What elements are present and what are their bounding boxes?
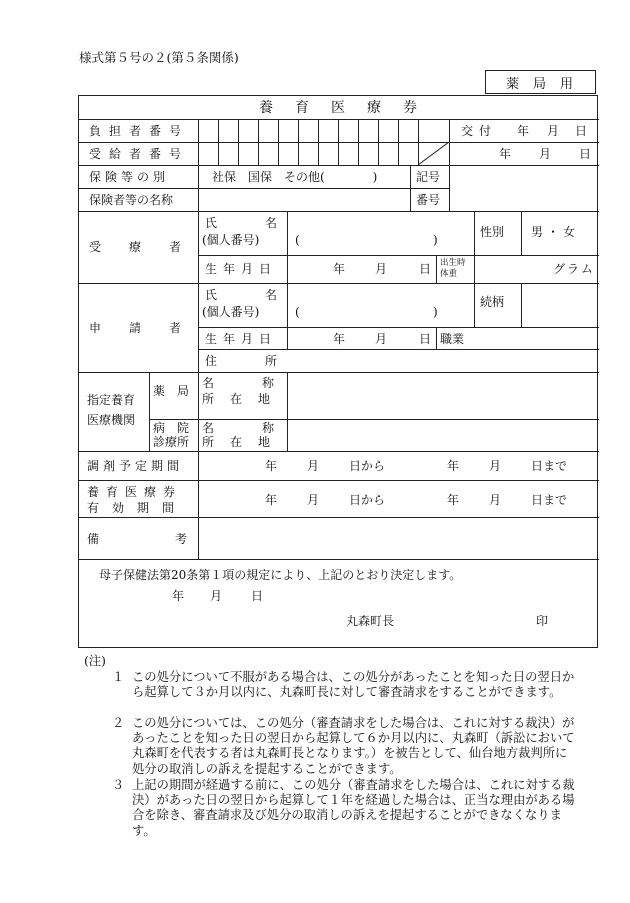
symbol-label: 記号	[416, 170, 441, 184]
dispensing-period-label: 調剤予定期間	[87, 459, 184, 473]
applicant-id-close: )	[433, 305, 438, 319]
recipient-month: 月	[539, 147, 552, 161]
institution-label-1: 指定養育	[87, 393, 136, 407]
note-number: ３	[112, 778, 125, 792]
validity-label-2: 有効期間	[87, 501, 188, 515]
validity-from-month: 月	[307, 493, 320, 507]
institution-label-2: 医療機関	[87, 413, 136, 427]
patient-label: 受療者	[89, 240, 210, 254]
number-label: 番号	[416, 193, 441, 207]
burden-number-label: 負担者番号	[89, 124, 190, 138]
patient-name-label: 氏名	[205, 216, 326, 230]
decision-month: 月	[210, 589, 223, 603]
pharmacy-name-label: 名称	[202, 376, 323, 390]
validity-from-year: 年	[265, 493, 278, 507]
address-label: 住所	[205, 354, 326, 368]
gram-label: グラム	[553, 262, 595, 276]
applicant-id-label: (個人番号)	[202, 305, 260, 319]
job-label: 職業	[440, 332, 465, 346]
validity-until-month: 月	[489, 493, 502, 507]
seal-label: 印	[536, 614, 549, 628]
recipient-day: 日	[579, 147, 592, 161]
validity-label-1: 養育医療券	[87, 485, 183, 499]
medical-voucher-form	[78, 95, 598, 648]
applicant-dob-year: 年	[333, 332, 346, 346]
mayor-label: 丸森町長	[346, 614, 395, 628]
patient-dob-label: 生年月日	[205, 262, 278, 276]
patient-id-label: (個人番号)	[202, 233, 260, 247]
note-text: この処分については、この処分（審査請求をした場合は、これに対する裁決）があったことを知った日の翌日から起算して６か月以内に、丸森町（訴訟において丸森町を代表する者は丸森町長となります。）を被告として、仙台地方裁判所に処分の取消しの訴えを提起することができます。	[132, 716, 575, 776]
applicant-dob-day: 日	[419, 332, 432, 346]
dispensing-until-month: 月	[489, 459, 502, 473]
birth-weight-label-1: 出生時	[440, 258, 466, 268]
dispensing-until-year: 年	[447, 459, 460, 473]
dispensing-until: 日まで	[531, 459, 568, 473]
hospital-name-label: 名称	[202, 421, 323, 435]
patient-dob-month: 月	[375, 262, 388, 276]
pharmacy-use-box: 薬局用	[485, 70, 596, 94]
form-number: 様式第５号の２(第５条関係)	[79, 50, 239, 65]
diagonal-line	[418, 142, 449, 165]
insurance-type-options: 社保 国保 その他( )	[212, 170, 378, 184]
dispensing-from: 日から	[349, 459, 386, 473]
sex-label: 性別	[480, 225, 505, 239]
patient-dob-day: 日	[419, 262, 432, 276]
dispensing-from-year: 年	[265, 459, 278, 473]
validity-from: 日から	[349, 493, 386, 507]
applicant-id-open: (	[295, 305, 300, 319]
issue-year: 年	[517, 124, 530, 138]
remarks-label: 備考	[87, 532, 264, 546]
decision-day: 日	[251, 589, 264, 603]
issue-day: 日	[575, 124, 588, 138]
note-number: ２	[112, 716, 125, 730]
note-text: 上記の期間が経過する前に、この処分（審査請求をした場合は、これに対する裁決）があった日の翌日から起算して１年を経過した場合は、正当な理由がある場合を除き、審査請求及び処分の取消しの訴えを提起することができなくなります。	[132, 778, 575, 838]
hospital-location-label: 所在地	[202, 435, 287, 449]
insurance-type-label: 保険等の別	[89, 170, 170, 184]
issue-date-label: 交付	[461, 124, 498, 138]
applicant-dob-label: 生年月日	[205, 332, 278, 346]
decision-statement: 母子保健法第20条第１項の規定により、上記のとおり決定します。	[99, 568, 462, 582]
applicant-name-label: 氏名	[205, 288, 326, 302]
validity-until: 日まで	[531, 493, 568, 507]
applicant-dob-month: 月	[375, 332, 388, 346]
validity-until-year: 年	[447, 493, 460, 507]
insurer-name-label: 保険者等の名称	[89, 193, 174, 207]
notes-heading: (注)	[84, 654, 106, 668]
note-number: １	[112, 670, 125, 684]
hospital-label: 病院	[153, 421, 202, 435]
patient-id-close: )	[433, 233, 438, 247]
sex-options: 男・女	[531, 225, 580, 239]
note-text: この処分について不服がある場合は、この処分があったことを知った日の翌日から起算して３か月以内に、丸森町長に対して審査請求をすることができます。	[132, 670, 575, 700]
recipient-year: 年	[499, 147, 512, 161]
form-title: 養育医療券	[259, 100, 439, 116]
birth-weight-label-2: 体重	[440, 269, 458, 279]
relation-label: 続柄	[480, 295, 505, 309]
clinic-label: 診療所	[153, 435, 190, 449]
pharmacy-location-label: 所在地	[202, 392, 287, 406]
dispensing-from-month: 月	[307, 459, 320, 473]
patient-dob-year: 年	[333, 262, 346, 276]
decision-year: 年	[172, 589, 185, 603]
applicant-label: 申請者	[89, 321, 210, 335]
recipient-number-label: 受給者番号	[89, 147, 190, 161]
pharmacy-label: 薬局	[153, 384, 202, 398]
patient-id-open: (	[295, 233, 300, 247]
issue-month: 月	[547, 124, 560, 138]
